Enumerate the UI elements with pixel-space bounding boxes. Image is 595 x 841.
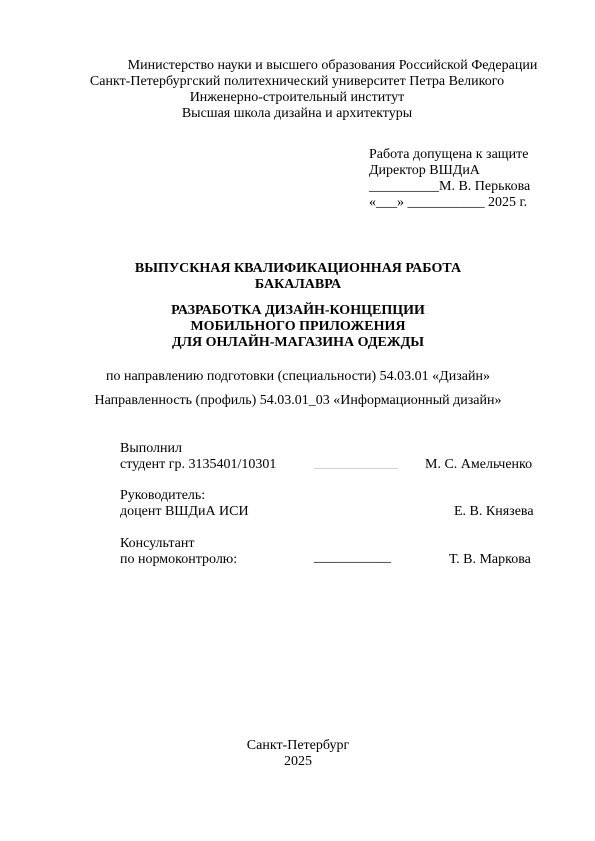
approval-director: Директор ВШДиА [369, 163, 480, 178]
consultant-name: Т. В. Маркова [449, 552, 531, 567]
university-name: Санкт-Петербургский политехнический университет Петра Великого [89, 74, 505, 89]
ministry-name: Министерство науки и высшего образования Российской Федерации [127, 58, 538, 73]
consultant-role-label: Консультант [120, 536, 195, 551]
topic-line1: РАЗРАБОТКА ДИЗАЙН-КОНЦЕПЦИИ [171, 303, 425, 318]
supervisor-name: Е. В. Князева [454, 504, 534, 519]
work-type-line1: ВЫПУСКНАЯ КВАЛИФИКАЦИОННАЯ РАБОТА [134, 261, 462, 276]
approval-signature: __________М. В. Перькова [369, 179, 531, 194]
profile-line: Направленность (профиль) 54.03.01_03 «Информационный дизайн» [94, 393, 502, 408]
supervisor-role-label: Руководитель: [120, 488, 206, 503]
author-group: студент гр. 3135401/10301 [120, 457, 277, 472]
supervisor-position: доцент ВШДиА ИСИ [120, 504, 249, 519]
institute-name: Инженерно-строительный институт [189, 90, 405, 105]
consultant-position: по нормоконтролю: [120, 552, 238, 567]
topic-line2: МОБИЛЬНОГО ПРИЛОЖЕНИЯ [190, 319, 406, 334]
author-name: М. С. Амельченко [425, 457, 533, 472]
approval-admitted: Работа допущена к защите [369, 147, 529, 162]
author-signature-line: ____________ [314, 456, 398, 471]
school-name: Высшая школа дизайна и архитектуры [181, 106, 413, 121]
footer-year: 2025 [284, 754, 312, 769]
footer-city: Санкт-Петербург [246, 738, 350, 753]
direction-line: по направлению подготовки (специальности) 54.03.01 «Дизайн» [106, 369, 490, 384]
author-role-label: Выполнил [120, 441, 183, 456]
topic-line3: ДЛЯ ОНЛАЙН-МАГАЗИНА ОДЕЖДЫ [171, 335, 425, 350]
approval-date: «___» ___________ 2025 г. [369, 195, 528, 210]
consultant-signature-line: ___________ [314, 550, 391, 565]
work-type-line2: БАКАЛАВРА [254, 277, 342, 292]
